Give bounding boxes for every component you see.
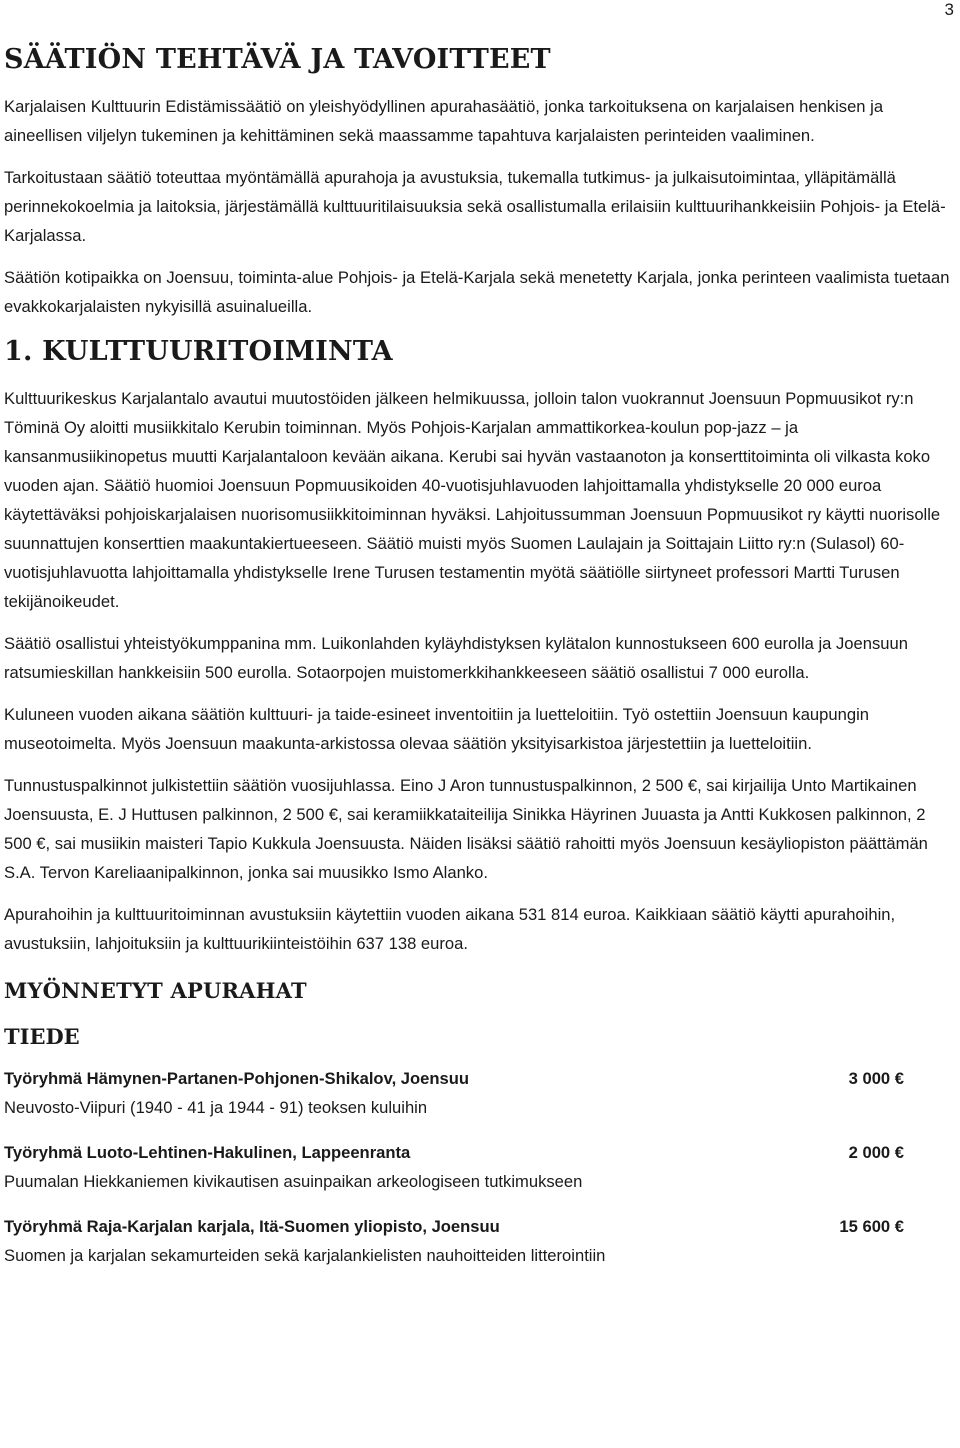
grant-item <box>4 1064 956 1122</box>
section-title-grants: MYÖNNETYT APURAHAT <box>4 978 307 1003</box>
paragraph: Säätiön kotipaikka on Joensuu, toiminta-alue Pohjois- ja Etelä-Karjala sekä menetetty Karjala, jonka perinteen vaalimista tuetaan evakkokarjalaisten nykyisillä asuinalueilla. <box>4 268 950 316</box>
paragraph: Karjalaisen Kulttuurin Edistämissäätiö on yleishyödyllinen apurahasäätiö, jonka tarkoituksena on karjalaisen henkisen ja aineellisen viljelyn tukeminen ja kehittäminen sekä maassamme tapahtuva karjalaisten perinteiden vaaliminen. <box>4 97 884 145</box>
grant-amount: 3 000 € <box>848 1069 904 1088</box>
grant-item <box>4 1212 956 1270</box>
grant-recipient: Työryhmä Luoto-Lehtinen-Hakulinen, Lappeenranta <box>4 1143 411 1162</box>
paragraph: Säätiö osallistui yhteistyökumppanina mm. Luikonlahden kyläyhdistyksen kylätalon kunnostukseen 600 eurolla ja Joensuun ratsumieskillan hankkeisiin 500 eurolla. Sotaorpojen muistomerkkihankkeeseen säätiö osallistui 7 000 eurolla. <box>4 634 908 682</box>
section-title-foundation-purpose: SÄÄTIÖN TEHTÄVÄ JA TAVOITTEET <box>4 44 551 75</box>
paragraph: Kuluneen vuoden aikana säätiön kulttuuri- ja taide-esineet inventoitiin ja luetteloitiin. Työ ostettiin Joensuun kaupungin museotoimelta. Myös Joensuun maakunta-arkistossa olevaa säätiön yksityisarkistoa järjestettiin ja luetteloitiin. <box>4 705 869 753</box>
grant-item <box>4 1138 956 1196</box>
document-body <box>4 42 956 1286</box>
section-title-culture: 1. KULTTUURITOIMINTA <box>4 336 393 367</box>
page-number: 3 <box>944 0 954 19</box>
grant-description: Puumalan Hiekkaniemen kivikautisen asuinpaikan arkeologiseen tutkimukseen <box>4 1172 583 1191</box>
grant-amount: 15 600 € <box>839 1217 904 1236</box>
grant-amount: 2 000 € <box>848 1143 904 1162</box>
paragraph: Kulttuurikeskus Karjalantalo avautui muutostöiden jälkeen helmikuussa, jolloin talon vuokrannut Joensuun Popmuusikot ry:n Töminä Oy aloitti musiikkitalo Kerubin toiminnan. Myös Pohjois-Karjalan ammattikorkea-koulun pop-jazz – ja kansanmusiikinopetus muutti Karjalantaloon kevään aikana. Kerubi sai hyvän vastaanoton ja konserttitoiminta oli vilkasta koko vuoden ajan. Säätiö huomioi Joensuun Popmuusikoiden 40-vuotisjuhlavuoden lahjoittamalla yhdistykselle 20 000 euroa käytettäväksi pohjoiskarjalaisen nuorisomusiikkitoiminnan hyväksi. Lahjoitussumman Joensuun Popmuusikot ry käytti nuorisolle suunnattujen konserttien maakuntakiertueeseen. Säätiö muisti myös Suomen Laulajain ja Soittajain Liitto ry:n (Sulasol) 60-vuotisjuhlavuotta lahjoittamalla yhdistykselle Irene Turusen testamentin myötä säätiölle siirtyneet professori Martti Turusen tekijänoikeudet. <box>4 389 941 611</box>
paragraph: Apurahoihin ja kulttuuritoiminnan avustuksiin käytettiin vuoden aikana 531 814 euroa. Kaikkiaan säätiö käytti apurahoihin, avustuksiin, lahjoituksiin ja kulttuurikiinteistöihin 637 138 euroa. <box>4 905 896 953</box>
grant-recipient: Työryhmä Raja-Karjalan karjala, Itä-Suomen yliopisto, Joensuu <box>4 1217 500 1236</box>
grant-recipient: Työryhmä Hämynen-Partanen-Pohjonen-Shikalov, Joensuu <box>4 1069 470 1088</box>
paragraph: Tarkoitustaan säätiö toteuttaa myöntämällä apurahoja ja avustuksia, tukemalla tutkimus- ja julkaisutoimintaa, ylläpitämällä perinnekokoelmia ja laitoksia, järjestämällä kulttuuritilaisuuksia sekä osallistumalla erilaisiin kulttuurihankkeisiin Pohjois- ja Etelä-Karjalassa. <box>4 168 946 245</box>
grant-description: Neuvosto-Viipuri (1940 - 41 ja 1944 - 91) teoksen kuluihin <box>4 1098 428 1117</box>
paragraph: Tunnustuspalkinnot julkistettiin säätiön vuosijuhlassa. Eino J Aron tunnustuspalkinnon, 2 500 €, sai kirjailija Unto Martikainen Joensuusta, E. J Huttusen palkinnon, 2 500 €, sai keramiikkataiteilija Sinikka Häyrinen Juuasta ja Antti Kukkosen palkinnon, 2 500 €, sai musiikin maisteri Tapio Kukkula Joensuusta. Näiden lisäksi säätiö rahoitti myös Joensuun kesäyliopiston päättämän S.A. Tervon Kareliaanipalkinnon, jonka sai muusikko Ismo Alanko. <box>4 776 928 882</box>
grant-description: Suomen ja karjalan sekamurteiden sekä karjalankielisten nauhoitteiden litterointiin <box>4 1246 606 1265</box>
grant-category-title: TIEDE <box>4 1024 80 1049</box>
